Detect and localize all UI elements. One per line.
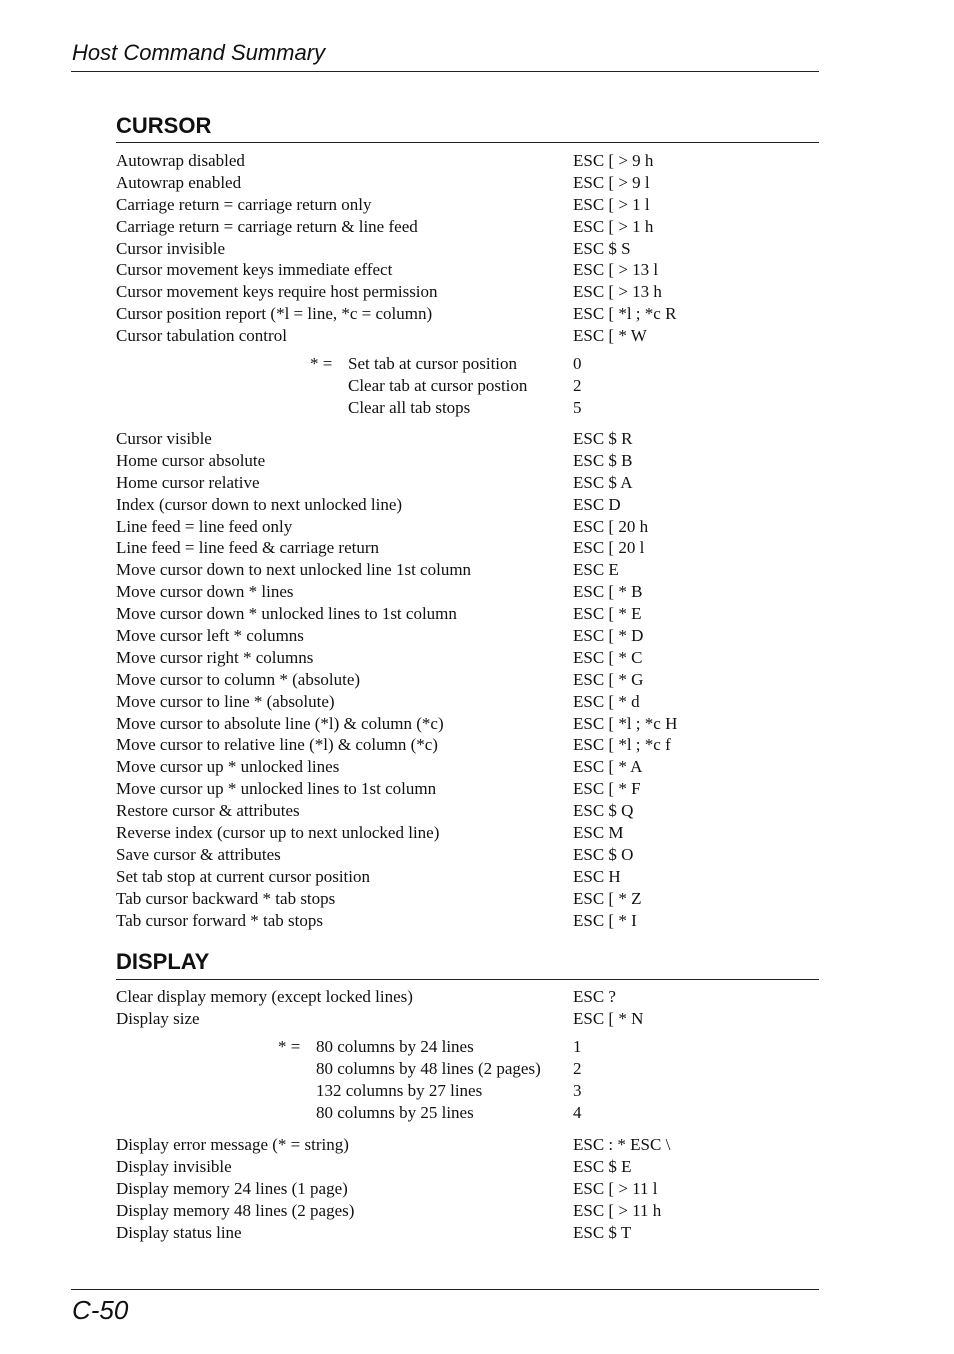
command-row <box>116 647 816 669</box>
command-code: ESC [ * N <box>573 1008 644 1028</box>
option-value: 3 <box>573 1081 582 1100</box>
section-rule-display <box>116 979 819 980</box>
command-description: Display memory 24 lines (1 page) <box>116 1178 348 1198</box>
command-row <box>116 472 816 494</box>
command-row <box>116 822 816 844</box>
command-row <box>116 303 816 325</box>
command-description: Clear display memory (except locked lines) <box>116 987 413 1006</box>
option-label: Clear all tab stops <box>348 398 471 417</box>
command-row <box>116 910 816 932</box>
command-code: ESC [ * W <box>573 326 647 346</box>
command-row <box>116 625 816 647</box>
command-row <box>116 281 816 303</box>
display-command-list-a <box>116 986 816 1030</box>
command-description: Move cursor to column * (absolute) <box>116 669 361 689</box>
command-row <box>116 1178 816 1200</box>
command-code: ESC [ *l ; *c H <box>573 713 678 733</box>
command-row <box>116 1200 816 1222</box>
command-row <box>116 238 816 260</box>
command-row <box>116 713 816 735</box>
display-command-list-b <box>116 1134 816 1243</box>
command-code: ESC $ R <box>573 429 633 448</box>
header-rule <box>71 71 819 72</box>
command-code: ESC [ > 9 h <box>573 151 654 170</box>
command-description: Move cursor right * columns <box>116 647 314 667</box>
command-description: Display status line <box>116 1222 242 1242</box>
command-description: Display invisible <box>116 1156 232 1176</box>
command-code: ESC $ B <box>573 450 633 470</box>
command-code: ESC [ 20 l <box>573 538 645 558</box>
command-code: ESC [ > 11 l <box>573 1178 658 1198</box>
command-code: ESC [ > 1 h <box>573 216 654 236</box>
command-description: Cursor movement keys immediate effect <box>116 260 393 280</box>
command-code: ESC $ E <box>573 1156 632 1176</box>
command-row <box>116 986 816 1008</box>
command-code: ESC [ * d <box>573 691 640 711</box>
command-row <box>116 581 816 603</box>
command-row <box>116 494 816 516</box>
command-description: Cursor movement keys require host permission <box>116 282 438 302</box>
command-code: ESC [ * I <box>573 910 637 930</box>
option-label: 132 columns by 27 lines <box>316 1081 483 1100</box>
command-row <box>116 844 816 866</box>
command-row <box>116 428 816 450</box>
command-code: ESC E <box>573 560 619 580</box>
command-row <box>116 150 816 172</box>
page-number: C-50 <box>72 1295 129 1325</box>
command-row <box>116 216 816 238</box>
command-row <box>116 603 816 625</box>
command-row <box>116 559 816 581</box>
command-row <box>116 450 816 472</box>
command-row <box>116 691 816 713</box>
command-description: Cursor invisible <box>116 238 226 258</box>
command-description: Move cursor down to next unlocked line 1st column <box>116 560 472 580</box>
command-code: ESC $ A <box>573 472 633 492</box>
command-row <box>116 734 816 756</box>
option-value: 0 <box>573 354 582 373</box>
command-code: ESC [ > 11 h <box>573 1200 662 1220</box>
command-row <box>116 325 816 347</box>
section-title-cursor: CURSOR <box>116 113 212 138</box>
command-row <box>116 1156 816 1178</box>
command-row <box>116 1008 816 1030</box>
command-code: ESC $ S <box>573 238 631 258</box>
command-code: ESC [ > 9 l <box>573 172 650 192</box>
command-code: ESC [ 20 h <box>573 516 649 536</box>
command-description: Line feed = line feed & carriage return <box>116 538 380 558</box>
footer-rule <box>71 1289 819 1290</box>
option-value: 1 <box>573 1037 582 1056</box>
command-code: ESC [ * E <box>573 604 642 624</box>
command-code: ESC D <box>573 494 621 514</box>
command-code: ESC [ *l ; *c f <box>573 735 671 755</box>
command-code: ESC [ * F <box>573 779 641 799</box>
option-value: 2 <box>573 376 582 395</box>
command-description: Home cursor absolute <box>116 450 266 470</box>
option-value: 5 <box>573 398 582 417</box>
command-row <box>116 1134 816 1156</box>
command-code: ESC [ > 13 h <box>573 282 662 302</box>
command-row <box>116 516 816 538</box>
command-row <box>116 669 816 691</box>
command-description: Carriage return = carriage return only <box>116 194 372 214</box>
command-code: ESC [ * A <box>573 757 643 777</box>
option-label: Clear tab at cursor postion <box>348 376 528 395</box>
command-description: Restore cursor & attributes <box>116 801 300 821</box>
command-description: Cursor position report (*l = line, *c = column) <box>116 304 433 324</box>
command-description: Index (cursor down to next unlocked line) <box>116 494 403 514</box>
command-code: ESC $ O <box>573 844 634 864</box>
command-description: Display size <box>116 1008 200 1028</box>
cursor-command-list-a <box>116 150 816 347</box>
command-description: Tab cursor forward * tab stops <box>116 910 324 930</box>
option-prefix: * = <box>310 354 333 373</box>
command-description: Move cursor down * unlocked lines to 1st column <box>116 604 457 624</box>
command-description: Move cursor down * lines <box>116 582 294 602</box>
command-row <box>116 778 816 800</box>
command-description: Reverse index (cursor up to next unlocked line) <box>116 823 440 843</box>
command-code: ESC H <box>573 866 621 886</box>
option-value: 2 <box>573 1059 582 1078</box>
option-prefix: * = <box>278 1037 301 1056</box>
command-code: ESC [ * G <box>573 669 644 689</box>
command-code: ESC [ * C <box>573 647 643 667</box>
command-description: Autowrap enabled <box>116 172 242 192</box>
command-row <box>116 537 816 559</box>
command-description: Move cursor left * columns <box>116 626 304 646</box>
command-code: ESC [ * Z <box>573 888 642 908</box>
command-description: Display error message (* = string) <box>116 1135 349 1154</box>
command-code: ESC ? <box>573 987 616 1006</box>
command-description: Home cursor relative <box>116 472 260 492</box>
command-description: Set tab stop at current cursor position <box>116 866 371 886</box>
option-label: Set tab at cursor position <box>348 354 518 373</box>
command-row <box>116 1222 816 1244</box>
command-code: ESC [ *l ; *c R <box>573 304 677 324</box>
command-code: ESC [ * B <box>573 582 643 602</box>
command-description: Autowrap disabled <box>116 151 245 170</box>
section-rule-cursor <box>116 142 819 143</box>
option-label: 80 columns by 24 lines <box>316 1037 474 1056</box>
command-row <box>116 259 816 281</box>
command-description: Line feed = line feed only <box>116 516 293 536</box>
command-row <box>116 194 816 216</box>
command-row <box>116 172 816 194</box>
command-code: ESC $ T <box>573 1222 632 1242</box>
command-code: ESC [ > 13 l <box>573 260 659 280</box>
command-description: Move cursor to absolute line (*l) & column (*c) <box>116 713 444 733</box>
command-row <box>116 756 816 778</box>
command-row <box>116 800 816 822</box>
command-description: Carriage return = carriage return & line feed <box>116 216 418 236</box>
command-row <box>116 888 816 910</box>
command-code: ESC [ * D <box>573 626 644 646</box>
command-code: ESC M <box>573 823 624 843</box>
command-code: ESC [ > 1 l <box>573 194 650 214</box>
command-description: Display memory 48 lines (2 pages) <box>116 1200 355 1220</box>
option-label: 80 columns by 25 lines <box>316 1103 474 1122</box>
command-description: Cursor tabulation control <box>116 326 287 346</box>
option-value: 4 <box>573 1103 582 1122</box>
command-description: Move cursor to line * (absolute) <box>116 691 335 711</box>
running-head-title: Host Command Summary <box>72 40 326 65</box>
section-title-display: DISPLAY <box>116 949 210 974</box>
option-label: 80 columns by 48 lines (2 pages) <box>316 1059 541 1078</box>
cursor-command-list-b <box>116 428 816 931</box>
command-description: Move cursor to relative line (*l) & column (*c) <box>116 735 438 755</box>
command-description: Move cursor up * unlocked lines <box>116 757 340 777</box>
command-code: ESC $ Q <box>573 801 634 821</box>
command-description: Tab cursor backward * tab stops <box>116 888 336 908</box>
command-code: ESC : * ESC \ <box>573 1135 671 1154</box>
command-description: Cursor visible <box>116 429 212 448</box>
command-row <box>116 866 816 888</box>
command-description: Move cursor up * unlocked lines to 1st column <box>116 779 437 799</box>
command-description: Save cursor & attributes <box>116 844 281 864</box>
